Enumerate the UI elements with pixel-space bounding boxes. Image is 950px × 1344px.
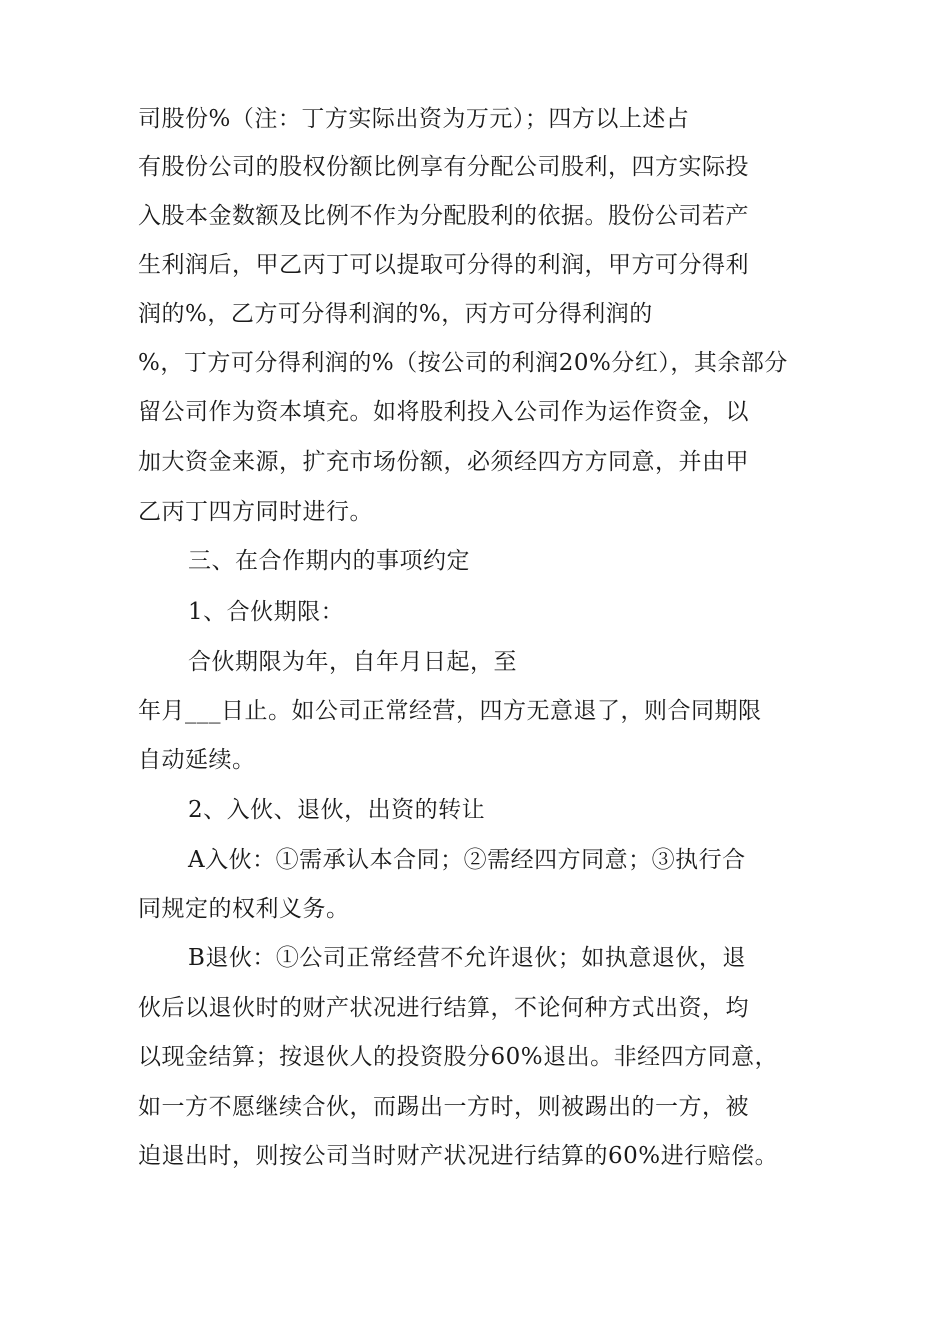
text-line: 自动延续。 (138, 747, 256, 773)
text-line: A入伙：①需承认本合同；②需经四方同意；③执行合 (188, 847, 746, 873)
text-line: 司股份%（注：丁方实际出资为万元）；四方以上述占 (138, 106, 690, 132)
text-line: 以现金结算；按退伙人的投资股分60%退出。非经四方同意， (138, 1044, 779, 1070)
text-line: 合伙期限为年，自年月日起，至 (188, 649, 517, 675)
text-line: 留公司作为资本填充。如将股利投入公司作为运作资金，以 (138, 399, 749, 425)
text-line: 如一方不愿继续合伙，而踢出一方时，则被踢出的一方，被 (138, 1094, 749, 1120)
subsection-heading: 1、合伙期限： (188, 599, 345, 625)
text-line: 年月___日止。如公司正常经营，四方无意退了，则合同期限 (138, 698, 762, 724)
text-line: 加大资金来源，扩充市场份额，必须经四方方同意，并由甲 (138, 449, 749, 475)
subsection-heading: 2、入伙、退伙，出资的转让 (188, 797, 486, 823)
text-line: 生利润后，甲乙丙丁可以提取可分得的利润，甲方可分得利 (138, 252, 749, 278)
text-line: 润的%，乙方可分得利润的%，丙方可分得利润的 (138, 301, 653, 327)
section-heading: 三、在合作期内的事项约定 (188, 548, 470, 574)
text-line: 有股份公司的股权份额比例享有分配公司股利，四方实际投 (138, 154, 749, 180)
text-line: 迫退出时，则按公司当时财产状况进行结算的60%进行赔偿。 (138, 1143, 779, 1169)
text-line: 伙后以退伙时的财产状况进行结算，不论何种方式出资，均 (138, 995, 749, 1021)
text-line: 同规定的权利义务。 (138, 896, 350, 922)
text-line: 乙丙丁四方同时进行。 (138, 499, 373, 525)
text-line: B退伙：①公司正常经营不允许退伙；如执意退伙，退 (188, 945, 746, 971)
text-line: %，丁方可分得利润的%（按公司的利润20%分红），其余部分 (138, 350, 788, 376)
text-line: 入股本金数额及比例不作为分配股利的依据。股份公司若产 (138, 203, 749, 229)
